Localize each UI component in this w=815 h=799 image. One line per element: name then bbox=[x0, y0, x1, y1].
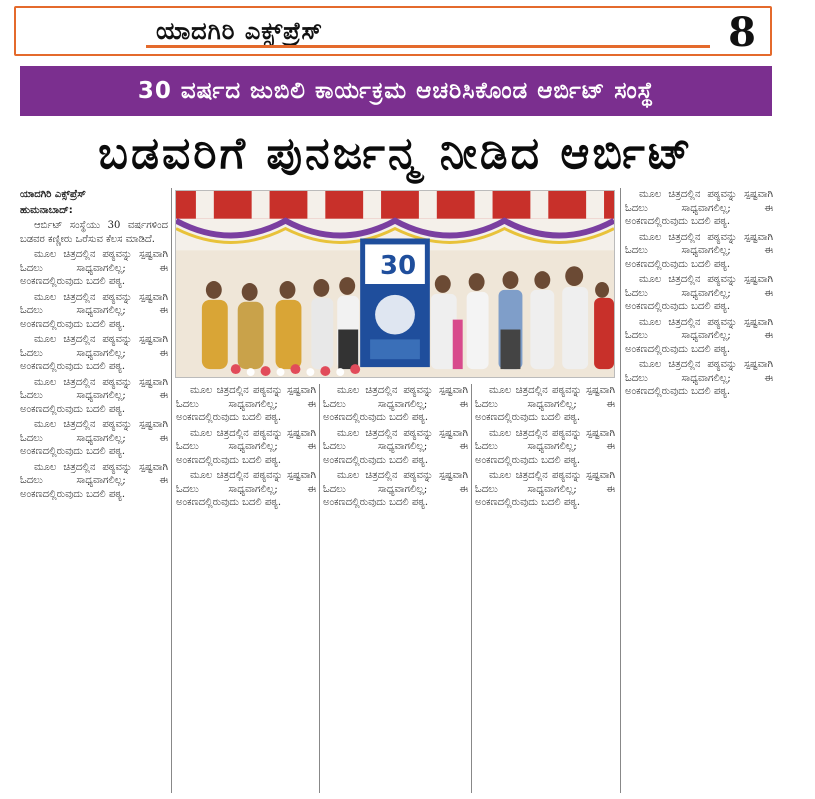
paragraph: ಮೂಲ ಚಿತ್ರದಲ್ಲಿನ ಪಠ್ಯವನ್ನು ಸ್ಪಷ್ಟವಾಗಿ ಓದಲು ಸಾಧ್ಯವಾಗಲಿಲ್ಲ; ಈ ಅಂಕಣದಲ್ಲಿರುವುದು ಬದಲಿ ಪಠ್ಯ. bbox=[323, 385, 468, 423]
paragraph: ಮೂಲ ಚಿತ್ರದಲ್ಲಿನ ಪಠ್ಯವನ್ನು ಸ್ಪಷ್ಟವಾಗಿ ಓದಲು ಸಾಧ್ಯವಾಗಲಿಲ್ಲ; ಈ ಅಂಕಣದಲ್ಲಿರುವುದು ಬದಲಿ ಪಠ್ಯ. bbox=[625, 359, 773, 397]
paragraph: ಮೂಲ ಚಿತ್ರದಲ್ಲಿನ ಪಠ್ಯವನ್ನು ಸ್ಪಷ್ಟವಾಗಿ ಓದಲು ಸಾಧ್ಯವಾಗಲಿಲ್ಲ; ಈ ಅಂಕಣದಲ್ಲಿರುವುದು ಬದಲಿ ಪಠ್ಯ. bbox=[625, 231, 773, 270]
article-column-4 bbox=[475, 384, 615, 793]
paragraph: ಮೂಲ ಚಿತ್ರದಲ್ಲಿನ ಪಠ್ಯವನ್ನು ಸ್ಪಷ್ಟವಾಗಿ ಓದಲು ಸಾಧ್ಯವಾಗಲಿಲ್ಲ; ಈ ಅಂಕಣದಲ್ಲಿರುವುದು ಬದಲಿ ಪಠ್ಯ. bbox=[20, 376, 168, 415]
column-divider bbox=[171, 188, 172, 793]
paragraph: ಆರ್ಬಿಟ್ ಸಂಸ್ಥೆಯು 30 ವರ್ಷಗಳಿಂದ ಬಡವರ ಕಣ್ಣೀರು ಒರೆಸುವ ಕೆಲಸ ಮಾಡಿದೆ. bbox=[20, 220, 168, 245]
paragraph: ಮೂಲ ಚಿತ್ರದಲ್ಲಿನ ಪಠ್ಯವನ್ನು ಸ್ಪಷ್ಟವಾಗಿ ಓದಲು ಸಾಧ್ಯವಾಗಲಿಲ್ಲ; ಈ ಅಂಕಣದಲ್ಲಿರುವುದು ಬದಲಿ ಪಠ್ಯ. bbox=[176, 470, 316, 508]
page-number: 8 bbox=[728, 9, 756, 56]
paragraph: ಮೂಲ ಚಿತ್ರದಲ್ಲಿನ ಪಠ್ಯವನ್ನು ಸ್ಪಷ್ಟವಾಗಿ ಓದಲು ಸಾಧ್ಯವಾಗಲಿಲ್ಲ; ಈ ಅಂಕಣದಲ್ಲಿರುವುದು ಬದಲಿ ಪಠ್ಯ. bbox=[20, 461, 168, 500]
paragraph: ಮೂಲ ಚಿತ್ರದಲ್ಲಿನ ಪಠ್ಯವನ್ನು ಸ್ಪಷ್ಟವಾಗಿ ಓದಲು ಸಾಧ್ಯವಾಗಲಿಲ್ಲ; ಈ ಅಂಕಣದಲ್ಲಿರುವುದು ಬದಲಿ ಪಠ್ಯ. bbox=[176, 385, 316, 423]
article-column-1 bbox=[20, 188, 168, 793]
byline: ಯಾದಗಿರಿ ಎಕ್ಸ್‌ಪ್ರೆಸ್ bbox=[20, 189, 86, 200]
column-divider bbox=[620, 188, 621, 793]
banner-number: 30 bbox=[380, 251, 417, 282]
event-photo-illustration bbox=[176, 191, 614, 377]
paragraph: ಮೂಲ ಚಿತ್ರದಲ್ಲಿನ ಪಠ್ಯವನ್ನು ಸ್ಪಷ್ಟವಾಗಿ ಓದಲು ಸಾಧ್ಯವಾಗಲಿಲ್ಲ; ಈ ಅಂಕಣದಲ್ಲಿರುವುದು ಬದಲಿ ಪಠ್ಯ. bbox=[475, 470, 615, 508]
newspaper-title: ಯಾದಗಿರಿ ಎಕ್ಸ್‌ಪ್ರೆಸ್ bbox=[156, 17, 324, 45]
paragraph: ಮೂಲ ಚಿತ್ರದಲ್ಲಿನ ಪಠ್ಯವನ್ನು ಸ್ಪಷ್ಟವಾಗಿ ಓದಲು ಸಾಧ್ಯವಾಗಲಿಲ್ಲ; ಈ ಅಂಕಣದಲ್ಲಿರುವುದು ಬದಲಿ ಪಠ್ಯ. bbox=[475, 427, 615, 466]
paragraph: ಮೂಲ ಚಿತ್ರದಲ್ಲಿನ ಪಠ್ಯವನ್ನು ಸ್ಪಷ್ಟವಾಗಿ ಓದಲು ಸಾಧ್ಯವಾಗಲಿಲ್ಲ; ಈ ಅಂಕಣದಲ್ಲಿರುವುದು ಬದಲಿ ಪಠ್ಯ. bbox=[625, 316, 773, 355]
paragraph: ಮೂಲ ಚಿತ್ರದಲ್ಲಿನ ಪಠ್ಯವನ್ನು ಸ್ಪಷ್ಟವಾಗಿ ಓದಲು ಸಾಧ್ಯವಾಗಲಿಲ್ಲ; ಈ ಅಂಕಣದಲ್ಲಿರುವುದು ಬದಲಿ ಪಠ್ಯ. bbox=[176, 427, 316, 466]
paragraph: ಮೂಲ ಚಿತ್ರದಲ್ಲಿನ ಪಠ್ಯವನ್ನು ಸ್ಪಷ್ಟವಾಗಿ ಓದಲು ಸಾಧ್ಯವಾಗಲಿಲ್ಲ; ಈ ಅಂಕಣದಲ್ಲಿರುವುದು ಬದಲಿ ಪಠ್ಯ. bbox=[323, 427, 468, 466]
paragraph: ಮೂಲ ಚಿತ್ರದಲ್ಲಿನ ಪಠ್ಯವನ್ನು ಸ್ಪಷ್ಟವಾಗಿ ಓದಲು ಸಾಧ್ಯವಾಗಲಿಲ್ಲ; ಈ ಅಂಕಣದಲ್ಲಿರುವುದು ಬದಲಿ ಪಠ್ಯ. bbox=[20, 419, 168, 457]
main-headline: ಬಡವರಿಗೆ ಪುನರ್ಜನ್ಮ ನೀಡಿದ ಆರ್ಬಿಟ್ bbox=[98, 127, 694, 179]
paragraph: ಮೂಲ ಚಿತ್ರದಲ್ಲಿನ ಪಠ್ಯವನ್ನು ಸ್ಪಷ್ಟವಾಗಿ ಓದಲು ಸಾಧ್ಯವಾಗಲಿಲ್ಲ; ಈ ಅಂಕಣದಲ್ಲಿರುವುದು ಬದಲಿ ಪಠ್ಯ. bbox=[475, 385, 615, 423]
paragraph: ಮೂಲ ಚಿತ್ರದಲ್ಲಿನ ಪಠ್ಯವನ್ನು ಸ್ಪಷ್ಟವಾಗಿ ಓದಲು ಸಾಧ್ಯವಾಗಲಿಲ್ಲ; ಈ ಅಂಕಣದಲ್ಲಿರುವುದು ಬದಲಿ ಪಠ್ಯ. bbox=[20, 291, 168, 330]
masthead-rule bbox=[146, 45, 710, 48]
article-column-2 bbox=[176, 384, 316, 793]
article-column-3 bbox=[323, 384, 468, 793]
paragraph: ಮೂಲ ಚಿತ್ರದಲ್ಲಿನ ಪಠ್ಯವನ್ನು ಸ್ಪಷ್ಟವಾಗಿ ಓದಲು ಸಾಧ್ಯವಾಗಲಿಲ್ಲ; ಈ ಅಂಕಣದಲ್ಲಿರುವುದು ಬದಲಿ ಪಠ್ಯ. bbox=[323, 470, 468, 508]
paragraph: ಮೂಲ ಚಿತ್ರದಲ್ಲಿನ ಪಠ್ಯವನ್ನು ಸ್ಪಷ್ಟವಾಗಿ ಓದಲು ಸಾಧ್ಯವಾಗಲಿಲ್ಲ; ಈ ಅಂಕಣದಲ್ಲಿರುವುದು ಬದಲಿ ಪಠ್ಯ. bbox=[625, 274, 773, 312]
column-divider bbox=[471, 384, 472, 793]
paragraph: ಮೂಲ ಚಿತ್ರದಲ್ಲಿನ ಪಠ್ಯವನ್ನು ಸ್ಪಷ್ಟವಾಗಿ ಓದಲು ಸಾಧ್ಯವಾಗಲಿಲ್ಲ; ಈ ಅಂಕಣದಲ್ಲಿರುವುದು ಬದಲಿ ಪಠ್ಯ. bbox=[20, 249, 168, 287]
paragraph: ಮೂಲ ಚಿತ್ರದಲ್ಲಿನ ಪಠ್ಯವನ್ನು ಸ್ಪಷ್ಟವಾಗಿ ಓದಲು ಸಾಧ್ಯವಾಗಲಿಲ್ಲ; ಈ ಅಂಕಣದಲ್ಲಿರುವುದು ಬದಲಿ ಪಠ್ಯ. bbox=[625, 189, 773, 227]
masthead bbox=[14, 6, 772, 56]
kicker-banner: 30 ವರ್ಷದ ಜುಬಿಲಿ ಕಾರ್ಯಕ್ರಮ ಆಚರಿಸಿಕೊಂಡ ಆರ್ಬಿಟ್ ಸಂಸ್ಥೆ bbox=[20, 66, 772, 116]
article-column-5 bbox=[625, 188, 773, 793]
column-divider bbox=[319, 384, 320, 793]
dateline: ಹುಮನಾಬಾದ್: bbox=[20, 204, 73, 216]
event-photo bbox=[175, 190, 615, 378]
paragraph: ಮೂಲ ಚಿತ್ರದಲ್ಲಿನ ಪಠ್ಯವನ್ನು ಸ್ಪಷ್ಟವಾಗಿ ಓದಲು ಸಾಧ್ಯವಾಗಲಿಲ್ಲ; ಈ ಅಂಕಣದಲ್ಲಿರುವುದು ಬದಲಿ ಪಠ್ಯ. bbox=[20, 334, 168, 372]
